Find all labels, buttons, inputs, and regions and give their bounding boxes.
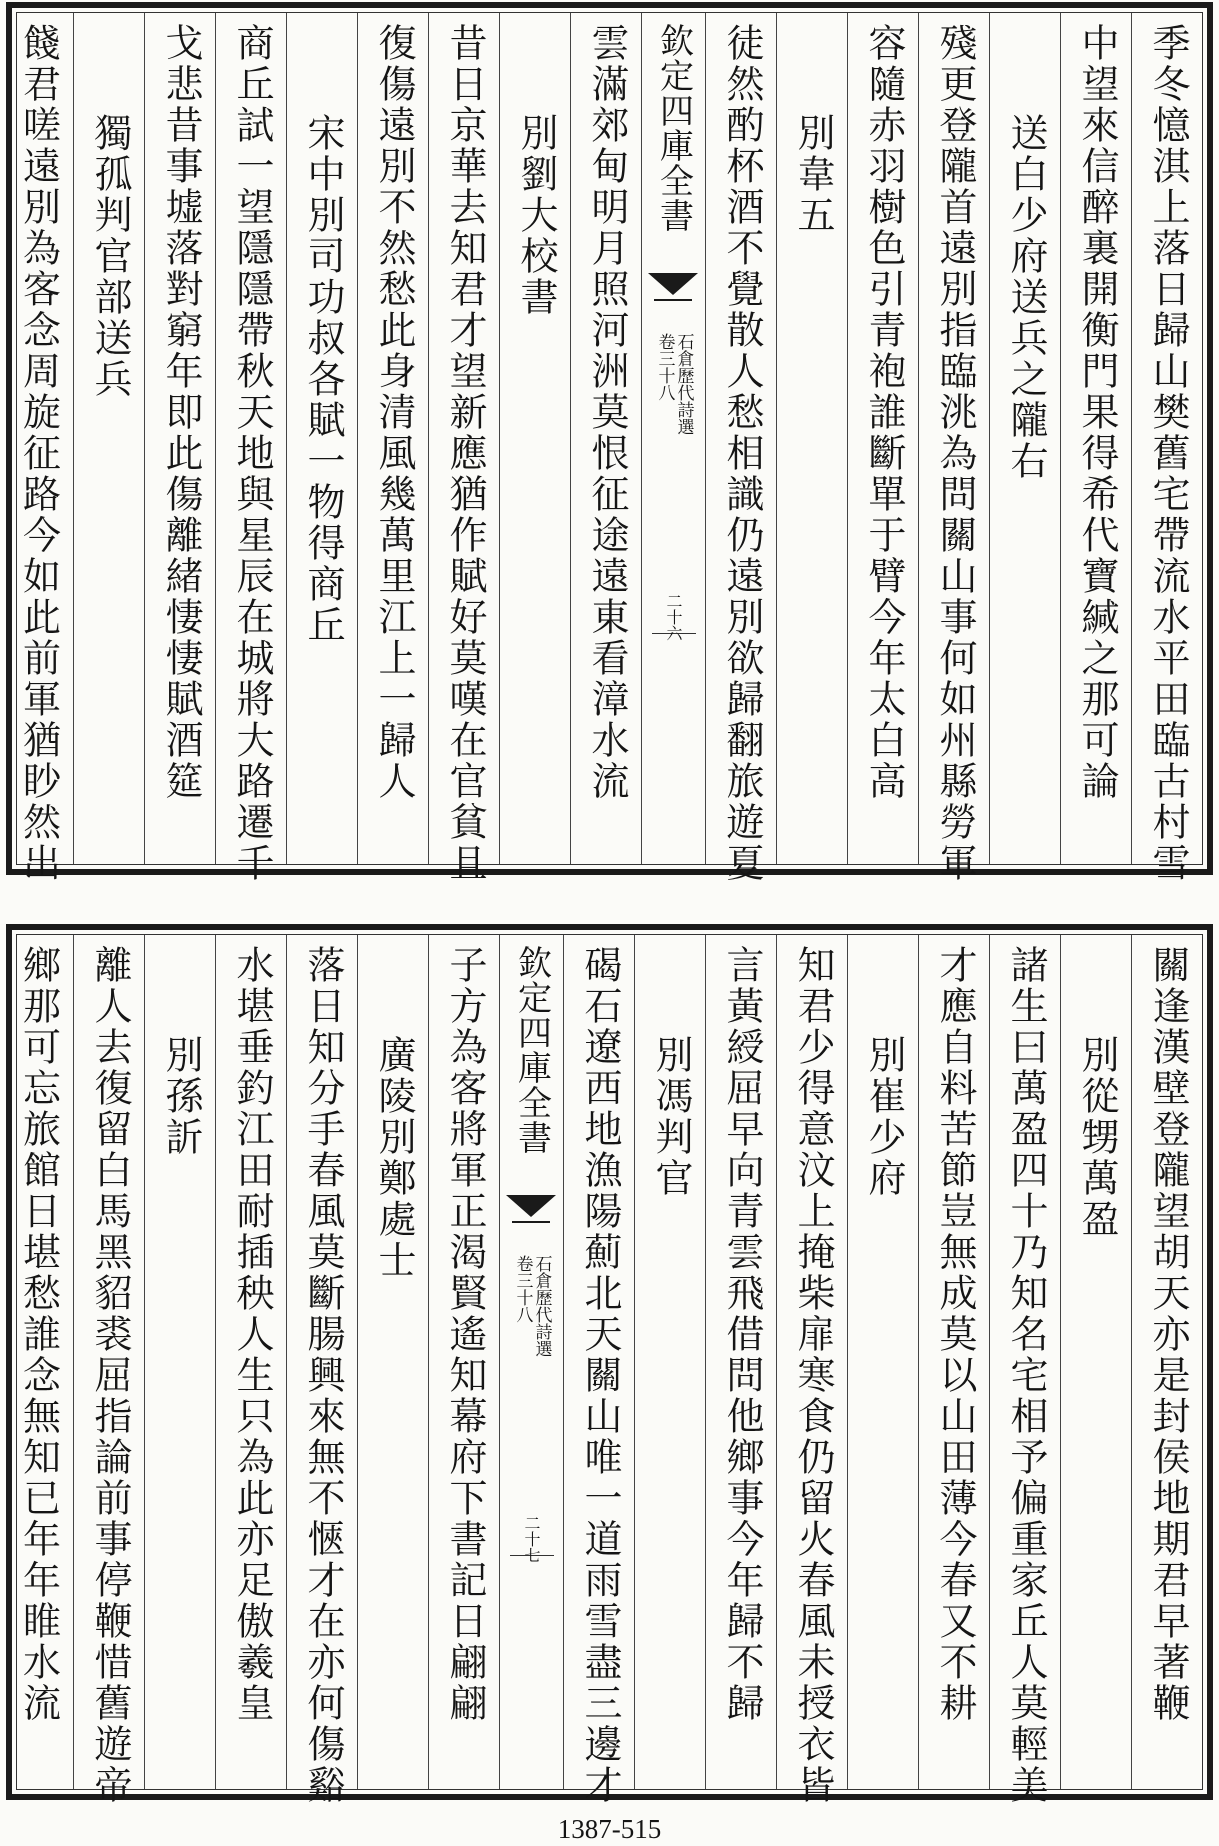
poem-line: 諸生曰萬盈四十乃知名宅相予偏重家丘人莫輕美 [1003, 945, 1048, 1806]
poem-title: 別孫訢 [158, 1035, 203, 1158]
poem-line: 徒然酌杯酒不覺散人愁相識仍遠別欲歸翻旅遊夏 [719, 23, 764, 884]
poem-title: 宋中別司功叔各賦一物得商丘 [300, 113, 345, 646]
poem-line: 落日知分手春風莫斷腸興來無不愜才在亦何傷谿 [300, 945, 345, 1806]
text-column [1060, 13, 1131, 864]
text-column [1131, 935, 1202, 1789]
poem-title: 別劉大校書 [513, 113, 558, 318]
text-column [563, 935, 634, 1806]
text-column [215, 935, 286, 1789]
fishtail-mark-icon [648, 273, 698, 307]
text-column [705, 13, 776, 884]
book-title: 石倉歷代詩選 [673, 333, 694, 435]
text-column [847, 935, 918, 1789]
poem-line: 碣石遼西地漁陽薊北天關山唯一道雨雪盡三邊才 [577, 945, 622, 1806]
poem-line: 才應自料苦節豈無成莫以山田薄今春又不耕 [932, 945, 977, 1724]
leaf-page-number: 二十七 [522, 1515, 541, 1563]
poem-line: 知君少得意汶上掩柴扉寒食仍留火春風未授衣皆 [790, 945, 835, 1806]
text-column [1060, 935, 1131, 1789]
text-column [357, 935, 428, 1789]
text-column [918, 13, 989, 884]
poem-title: 別從甥萬盈 [1074, 1035, 1119, 1240]
poem-line: 中望來信醉裏開衡門果得希代寶緘之那可論 [1074, 23, 1119, 802]
text-column [499, 13, 570, 864]
text-column [357, 13, 428, 864]
poem-line: 雲滿郊甸明月照河洲莫恨征途遠東看漳水流 [584, 23, 629, 802]
text-column [144, 13, 215, 864]
text-column [428, 935, 499, 1789]
poem-line: 商丘試一望隱隱帶秋天地與星辰在城將大路遷千 [229, 23, 274, 884]
poem-line: 殘更登隴首遠別指臨洮為問關山事何如州縣勞軍 [932, 23, 977, 884]
fishtail-mark-icon [506, 1195, 556, 1229]
text-column [918, 935, 989, 1789]
collection-title: 欽定四庫全書 [511, 945, 552, 1155]
text-column [989, 13, 1060, 864]
center-fold [641, 13, 705, 864]
text-column [286, 13, 357, 864]
poem-line: 言黃綬屈早向青雲飛借問他鄉事今年歸不歸 [719, 945, 764, 1724]
top-leaf-columns [16, 12, 1203, 884]
text-column [570, 13, 641, 864]
collection-title: 欽定四庫全書 [653, 23, 694, 233]
bottom-leaf-columns [16, 934, 1203, 1806]
leaf-page-number: 二十六 [664, 593, 683, 641]
center-fold [499, 935, 563, 1789]
top-leaf [6, 2, 1213, 884]
volume-number: 卷三十八 [654, 333, 675, 401]
poem-line: 容隨赤羽樹色引青袍誰斷單于臂今年太白高 [861, 23, 906, 802]
text-column [73, 935, 144, 1806]
poem-title: 廣陵別鄭處士 [371, 1035, 416, 1281]
poem-title: 送白少府送兵之隴右 [1003, 113, 1048, 482]
poem-title: 別馮判官 [648, 1035, 693, 1199]
poem-line: 戈悲昔事墟落對窮年即此傷離緒悽悽賦酒筵 [158, 23, 203, 802]
text-column [428, 13, 499, 884]
text-column [847, 13, 918, 864]
book-info [514, 1255, 550, 1357]
poem-line: 復傷遠別不然愁此身清風幾萬里江上一歸人 [371, 23, 416, 802]
poem-title: 獨孤判官部送兵 [87, 113, 132, 400]
bottom-leaf [6, 924, 1213, 1806]
poem-line: 離人去復留白馬黑貂裘屈指論前事停鞭惜舊遊帝 [87, 945, 132, 1806]
poem-line: 昔日京華去知君才望新應猶作賦好莫嘆在官貧且 [442, 23, 487, 884]
text-column [2, 935, 73, 1789]
text-column [776, 13, 847, 864]
text-column [989, 935, 1060, 1806]
text-column [1131, 13, 1202, 884]
poem-line: 關逢漢壁登隴望胡天亦是封侯地期君早著鞭 [1145, 945, 1190, 1724]
text-column [286, 935, 357, 1806]
poem-title: 別韋五 [790, 113, 835, 236]
page-number: 1387-515 [557, 1814, 662, 1844]
text-column [73, 13, 144, 864]
volume-number: 卷三十八 [512, 1255, 533, 1323]
text-column [634, 935, 705, 1789]
book-info [656, 333, 692, 435]
text-column [215, 13, 286, 884]
poem-line: 鄉那可忘旅館日堪愁誰念無知已年年睢水流 [16, 945, 61, 1724]
text-column [705, 935, 776, 1789]
text-column [144, 935, 215, 1789]
text-column [776, 935, 847, 1806]
book-title: 石倉歷代詩選 [531, 1255, 552, 1357]
text-column [2, 13, 73, 884]
poem-line: 子方為客將軍正渴賢遙知幕府下書記日翩翩 [442, 945, 487, 1724]
poem-line: 水堪垂釣江田耐插秧人生只為此亦足傲羲皇 [229, 945, 274, 1724]
poem-title: 別崔少府 [861, 1035, 906, 1199]
poem-line: 季冬憶淇上落日歸山樊舊宅帶流水平田臨古村雪 [1145, 23, 1190, 884]
poem-line: 餞君嗟遠別為客念周旋征路今如此前軍猶眇然出 [16, 23, 61, 884]
